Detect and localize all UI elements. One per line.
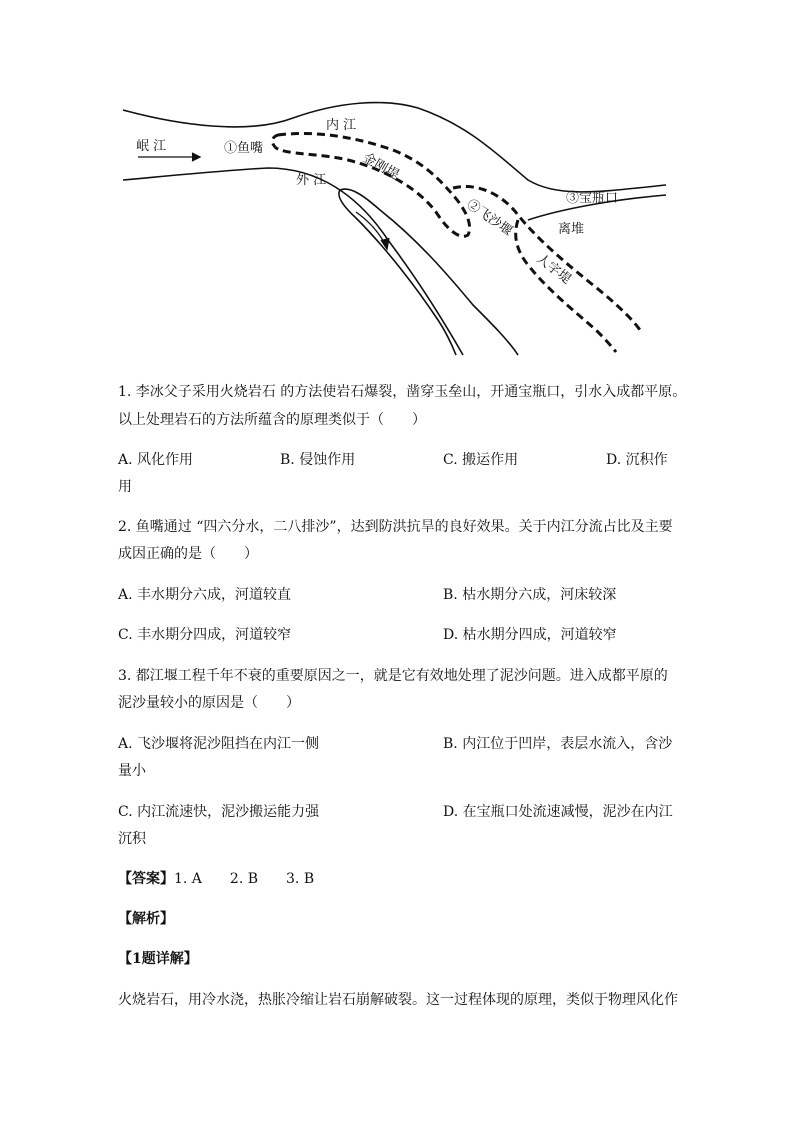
label-baopingkou: ③宝瓶口 (566, 191, 619, 206)
q3-stem-line2: 泥沙量较小的原因是（ ） (118, 695, 300, 711)
q3-option-d-cont: 沉积 (118, 831, 146, 847)
q2-option-c: C. 丰水期分四成，河道较窄 (118, 627, 292, 643)
q3-option-d: D. 在宝瓶口处流速减慢，泥沙在内江 (443, 804, 673, 820)
q2-stem-line1: 2. 鱼嘴通过 “四六分水，二八排沙”，达到防洪抗旱的良好效果。关于内江分流占比及主要 (118, 519, 673, 535)
q2-stem-line2: 成因正确的是（ ） (118, 546, 258, 562)
answer-line (118, 869, 314, 889)
label-yuzui: ①鱼嘴 (224, 141, 264, 156)
q1-option-a: A. 风化作用 (118, 452, 194, 468)
q1-stem-line1: 1. 李冰父子采用火烧岩石 的方法使岩石爆裂，凿穿玉垒山，开通宝瓶口，引水入成都平原。 (118, 384, 687, 400)
q2-option-b: B. 枯水期分六成，河床较深 (443, 587, 617, 603)
q2-option-d: D. 枯水期分四成，河道较窄 (443, 627, 617, 643)
q2-option-a: A. 丰水期分六成，河道较直 (118, 587, 292, 603)
q3-option-a: A. 飞沙堰将泥沙阻挡在内江一侧 (118, 736, 320, 752)
q3-option-b-cont: 量小 (118, 763, 146, 779)
q3-option-b: B. 内江位于凹岸，表层水流入，含沙 (443, 736, 673, 752)
label-renzidi: 人字堤 (533, 251, 574, 288)
label-waijiang: 外 江 (296, 173, 327, 188)
analysis-text: 火烧岩石，用冷水浇，热胀冷缩让岩石崩解破裂。这一过程体现的原理，类似于物理风化作 (118, 992, 678, 1008)
answer-values: 1. A 2. B 3. B (174, 871, 315, 887)
analysis-subheading: 【1题详解】 (118, 951, 198, 967)
analysis-heading: 【解析】 (118, 911, 174, 927)
label-minjiang: 岷 江 (136, 139, 167, 154)
dujiangyan-diagram (118, 100, 678, 362)
q1-option-d: D. 沉积作 (606, 452, 668, 468)
q3-stem-line1: 3. 都江堰工程千年不衰的重要原因之一，就是它有效地处理了泥沙问题。进入成都平原的 (118, 668, 668, 684)
q3-option-c: C. 内江流速快，泥沙搬运能力强 (118, 804, 320, 820)
label-lidui: 离堆 (558, 222, 585, 237)
label-neijiang: 内 江 (326, 118, 357, 133)
q1-option-c: C. 搬运作用 (443, 452, 519, 468)
q1-stem-line2: 以上处理岩石的方法所蕴含的原理类似于（ ） (118, 412, 426, 428)
answer-label: 【答案】 (118, 871, 174, 887)
label-jingangdi: 金刚堤 (360, 150, 402, 183)
q1-option-d-cont: 用 (118, 479, 132, 495)
label-feishayan: ②飞沙堰 (463, 196, 515, 240)
q1-option-b: B. 侵蚀作用 (280, 452, 356, 468)
